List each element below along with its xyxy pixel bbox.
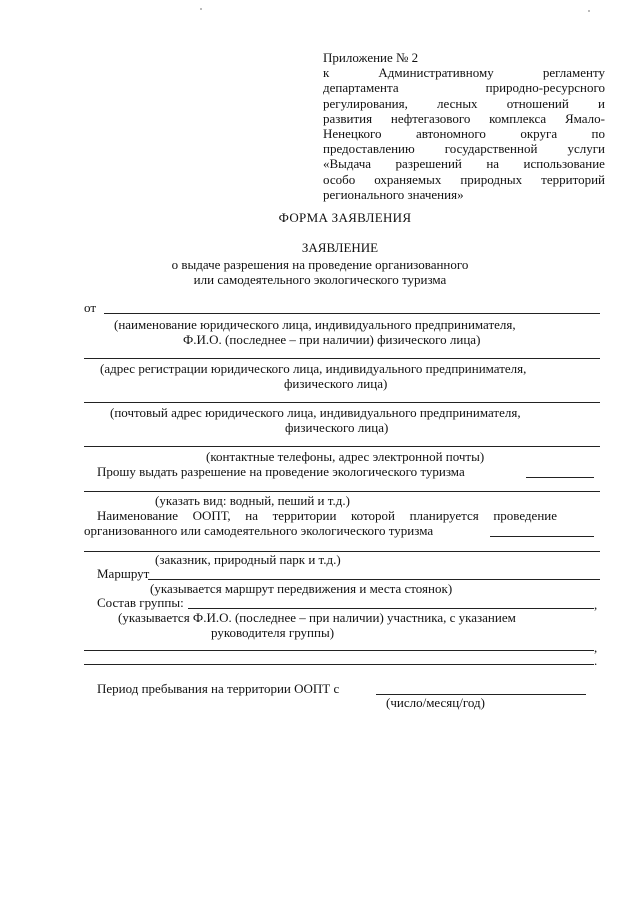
group-comma: , [594, 597, 598, 612]
appendix-word: Административному [378, 65, 494, 81]
appendix-word: использование [523, 156, 605, 172]
oopt-name-line-short[interactable] [490, 536, 594, 537]
postal-hint-1: (почтовый адрес юридического лица, индивидуального предпринимателя, [110, 405, 521, 420]
oopt-word: которой [351, 508, 395, 523]
appendix-word: к [323, 65, 330, 81]
appendix-word: предоставлению [323, 141, 415, 157]
appendix-line [323, 172, 605, 187]
stay-period-label: Период пребывания на территории ООПТ с [97, 681, 340, 696]
appendix-word: нефтегазового [390, 110, 471, 126]
date-hint: (число/месяц/год) [386, 695, 485, 710]
appendix-line [323, 65, 605, 80]
oopt-word: территории [272, 508, 337, 523]
appendix-line [323, 111, 605, 126]
appendix-word: и [598, 95, 605, 111]
postal-address-line[interactable] [84, 402, 600, 403]
appendix-word: Приложение № 2 [323, 50, 419, 65]
group-line[interactable] [188, 608, 594, 609]
route-line[interactable] [148, 579, 600, 580]
registration-hint-2: физического лица) [284, 376, 388, 391]
appendix-word: автономного [415, 126, 486, 142]
scan-speck [588, 10, 590, 12]
form-title: ФОРМА ЗАЯВЛЕНИЯ [278, 210, 412, 225]
appendix-word: регламенту [542, 65, 605, 81]
appendix-word: департамента [323, 80, 399, 96]
from-hint-2: Ф.И.О. (последнее – при наличии) физического лица) [183, 332, 481, 347]
appendix-word: регионального значения» [323, 186, 464, 202]
appendix-word: охраняемых [374, 171, 442, 187]
appendix-word: по [591, 126, 605, 142]
registration-hint-1: (адрес регистрации юридического лица, индивидуального предпринимателя, [100, 361, 527, 376]
appendix-word: «Выдача [323, 156, 372, 172]
appendix-header [323, 50, 605, 202]
document-title: ЗАЯВЛЕНИЕ [301, 240, 379, 255]
postal-hint-2: физического лица) [285, 420, 389, 435]
route-hint: (указывается маршрут передвижения и места стоянок) [150, 581, 453, 596]
appendix-line [323, 80, 605, 95]
group-extra-comma: , [594, 640, 598, 655]
oopt-name-text-line1 [97, 508, 557, 523]
from-label: от [84, 300, 97, 315]
oopt-word: Наименование [97, 508, 178, 523]
document-subtitle-line1: о выдаче разрешения на проведение организованного [171, 257, 469, 272]
appendix-line [323, 156, 605, 171]
appendix-word: государственной [444, 141, 538, 157]
contacts-line[interactable] [84, 446, 600, 447]
appendix-line [323, 141, 605, 156]
appendix-word: лесных [437, 95, 478, 111]
group-extra-line-2[interactable] [84, 664, 594, 665]
appendix-word: разрешений [395, 156, 462, 172]
route-label: Маршрут [97, 566, 150, 581]
oopt-word: на [245, 508, 258, 523]
scan-speck [200, 8, 202, 10]
from-field-line[interactable] [104, 313, 600, 314]
group-hint-2: руководителя группы) [211, 625, 335, 640]
group-hint-1: (указывается Ф.И.О. (последнее – при наличии) участника, с указанием [118, 610, 516, 625]
from-hint-1: (наименование юридического лица, индивидуального предпринимателя, [114, 317, 516, 332]
tourism-type-hint: (указать вид: водный, пеший и т.д.) [155, 493, 350, 508]
appendix-word: Ямало- [564, 110, 605, 126]
request-type-line[interactable] [526, 477, 594, 478]
appendix-word: природных [460, 171, 523, 187]
appendix-line [323, 187, 605, 202]
appendix-word: природно-ресурсного [485, 80, 605, 96]
appendix-word: отношений [506, 95, 569, 111]
oopt-name-text-line2: организованного или самодеятельного экологического туризма [84, 523, 434, 538]
oopt-hint: (заказник, природный парк и т.д.) [155, 552, 341, 567]
appendix-word: комплекса [489, 110, 547, 126]
appendix-line [323, 50, 605, 65]
appendix-word: округа [520, 126, 558, 142]
appendix-line [323, 96, 605, 111]
appendix-word: развития [323, 110, 373, 126]
group-extra-line-1[interactable] [84, 650, 594, 651]
group-extra-period: . [594, 653, 598, 668]
tourism-type-line[interactable] [84, 491, 600, 492]
appendix-word: регулирования, [323, 95, 408, 111]
appendix-word: особо [323, 171, 356, 187]
oopt-word: планируется [409, 508, 479, 523]
document-subtitle-line2: или самодеятельного экологического туризма [193, 272, 447, 287]
appendix-word: на [486, 156, 500, 172]
request-text: Прошу выдать разрешение на проведение экологического туризма [97, 464, 465, 479]
appendix-word: территорий [541, 171, 605, 187]
contacts-hint: (контактные телефоны, адрес электронной почты) [206, 449, 485, 464]
oopt-word: проведение [493, 508, 557, 523]
registration-address-line[interactable] [84, 358, 600, 359]
group-label: Состав группы: [97, 595, 184, 610]
appendix-word: Ненецкого [323, 126, 382, 142]
oopt-word: ООПТ, [192, 508, 231, 523]
appendix-word: услуги [567, 141, 605, 157]
appendix-line [323, 126, 605, 141]
